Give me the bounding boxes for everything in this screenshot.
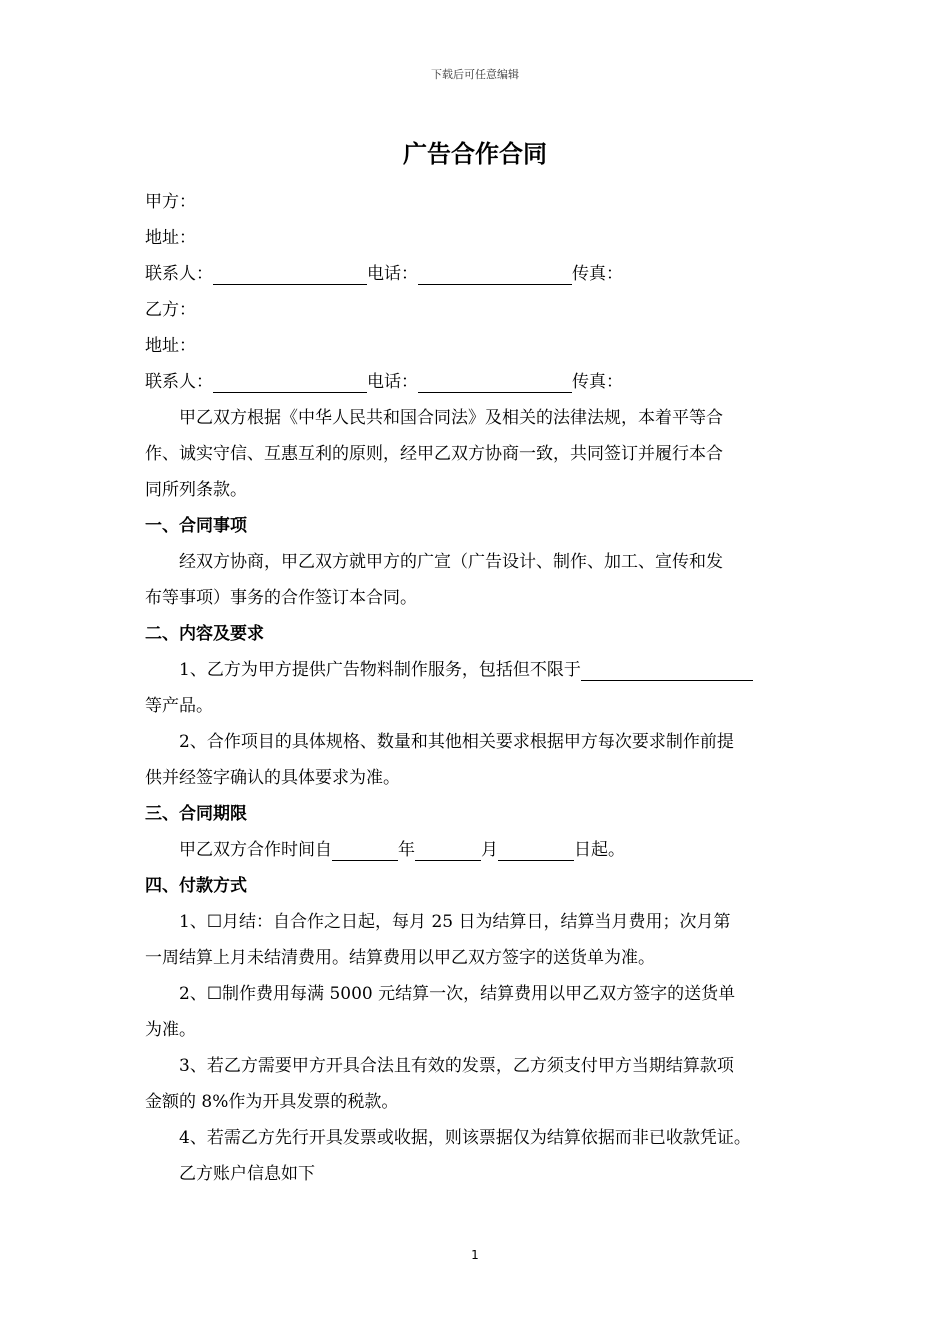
section-2-item-1-text: 1、乙方为甲方提供广告物料制作服务，包括但不限于 <box>179 660 581 680</box>
section-4-item-4: 4、若需乙方先行开具发票或收据，则该票据仅为结算依据而非已收款凭证。 <box>179 1128 751 1148</box>
month-blank[interactable] <box>415 838 481 861</box>
party-b-contact-label: 联系人： <box>145 372 213 392</box>
section-4-item-3: 3、若乙方需要甲方开具合法且有效的发票，乙方须支付甲方当期结算款项 <box>179 1056 734 1076</box>
header-note: 下载后可任意编辑 <box>431 68 519 81</box>
day-blank[interactable] <box>498 838 574 861</box>
section-4-item-1-cont: 一周结算上月未结清费用。结算费用以甲乙双方签字的送货单为准。 <box>145 948 655 968</box>
section-1-text: 经双方协商，甲乙双方就甲方的广宣（广告设计、制作、加工、宣传和发 <box>179 552 723 572</box>
party-a-phone-blank[interactable] <box>418 262 572 285</box>
section-2-item-1 <box>145 652 815 688</box>
contract-body <box>145 184 815 1192</box>
month-label: 月 <box>481 840 498 860</box>
party-a-name-label: 甲方： <box>145 192 196 212</box>
section-1-text: 布等事项）事务的合作签订本合同。 <box>145 588 417 608</box>
section-4-heading: 四、付款方式 <box>145 876 247 896</box>
preamble-line: 同所列条款。 <box>145 480 247 500</box>
party-b-fax-label: 传真： <box>572 372 623 392</box>
section-4-item-1: 1、☐月结：自合作之日起，每月 25 日为结算日，结算当月费用；次月第 <box>179 912 731 932</box>
party-a-contact-line <box>145 256 815 292</box>
party-a-contact-label: 联系人： <box>145 264 213 284</box>
section-2-item-2-cont: 供并经签字确认的具体要求为准。 <box>145 768 400 788</box>
day-suffix: 日起。 <box>574 840 625 860</box>
preamble-line: 作、诚实守信、互惠互利的原则，经甲乙双方协商一致，共同签订并履行本合 <box>145 444 723 464</box>
year-label: 年 <box>398 840 415 860</box>
party-a-fax-label: 传真： <box>572 264 623 284</box>
party-a-phone-label: 电话： <box>367 264 418 284</box>
party-b-address-label: 地址： <box>145 336 196 356</box>
party-b-phone-blank[interactable] <box>418 370 572 393</box>
products-blank[interactable] <box>581 658 753 681</box>
contract-title: 广告合作合同 <box>403 140 547 168</box>
section-3-heading: 三、合同期限 <box>145 804 247 824</box>
party-a-contact-blank[interactable] <box>213 262 367 285</box>
section-4-item-2-cont: 为准。 <box>145 1020 196 1040</box>
section-4-item-2: 2、☐制作费用每满 5000 元结算一次，结算费用以甲乙双方签字的送货单 <box>179 984 736 1004</box>
party-b-name-label: 乙方： <box>145 300 196 320</box>
page-number: 1 <box>471 1248 479 1262</box>
term-prefix: 甲乙双方合作时间自 <box>179 840 332 860</box>
section-4-item-3-cont: 金额的 8%作为开具发票的税款。 <box>145 1092 399 1112</box>
party-a-address-label: 地址： <box>145 228 196 248</box>
year-blank[interactable] <box>332 838 398 861</box>
section-2-item-2: 2、合作项目的具体规格、数量和其他相关要求根据甲方每次要求制作前提 <box>179 732 734 752</box>
preamble-line: 甲乙双方根据《中华人民共和国合同法》及相关的法律法规，本着平等合 <box>179 408 723 428</box>
account-info-intro: 乙方账户信息如下 <box>179 1164 315 1184</box>
party-b-contact-line <box>145 364 815 400</box>
section-2-item-1-cont: 等产品。 <box>145 696 213 716</box>
section-2-heading: 二、内容及要求 <box>145 624 264 644</box>
party-b-contact-blank[interactable] <box>213 370 367 393</box>
section-1-heading: 一、合同事项 <box>145 516 247 536</box>
section-3-term-line <box>145 832 815 868</box>
party-b-phone-label: 电话： <box>367 372 418 392</box>
